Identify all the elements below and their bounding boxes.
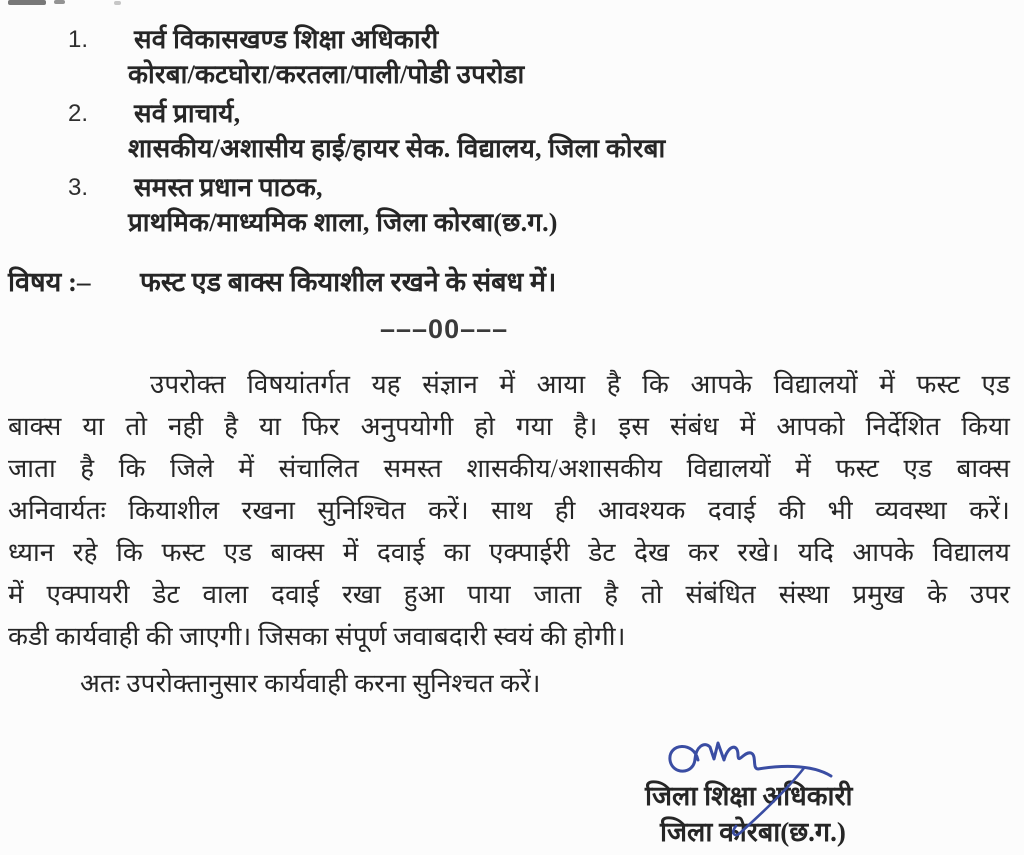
scan-artifact (114, 1, 121, 5)
recipient-detail-line: कोरबा/कटघोरा/करतला/पाली/पोडी उपरोडा (128, 60, 525, 89)
recipient-title-line: सर्व विकासखण्ड शिक्षा अधिकारी (134, 25, 439, 54)
closing-line: अतः उपरोक्तानुसार कार्यवाही करना सुनिश्चत करें। (80, 669, 541, 698)
recipient-number: 1. (68, 26, 89, 53)
recipient-number: 3. (68, 174, 89, 201)
recipient-number: 2. (68, 100, 89, 127)
recipient-item-1 (68, 22, 828, 92)
scan-artifact (54, 0, 65, 4)
body-line: उपरोक्त विषयांतर्गत यह संज्ञान में आया है कि आपके विद्यालयों में फस्ट एड (150, 370, 1010, 399)
body-line: कडी कार्यवाही की जाएगी। जिसका संपूर्ण जवाबदारी स्वयं की होगी। (8, 622, 626, 651)
recipients-list (68, 22, 828, 244)
signatory-location: जिला कोरबा(छ.ग.) (660, 817, 846, 847)
subject-row (8, 262, 1008, 299)
recipient-detail-line: शासकीय/अशासीय हाई/हायर सेक. विद्यालय, जिला कोरबा (128, 134, 666, 163)
separator: –––00––– (380, 314, 509, 344)
recipient-title-line: सर्व प्राचार्य, (134, 99, 241, 128)
recipient-item-2 (68, 96, 828, 166)
scan-artifact (8, 0, 46, 5)
body-line: बाक्स या तो नही है या फिर अनुपयोगी हो गया है। इस संबंध में आपको निर्देशित किया (8, 412, 1010, 441)
recipient-title-line: समस्त प्रधान पाठक, (134, 173, 323, 202)
body-line: में एक्पायरी डेट वाला दवाई रखा हुआ पाया जाता है तो संबंधित संस्था प्रमुख के उपर (8, 580, 1010, 609)
subject-label: विषय :– (8, 267, 91, 297)
body-paragraph (8, 364, 1010, 658)
body-line: ध्यान रहे कि फस्ट एड बाक्स में दवाई का एक्पाईरी डेट देख कर रखे। यदि आपके विद्यालय (8, 538, 1010, 567)
recipient-detail-line: प्राथमिक/माध्यमिक शाला, जिला कोरबा(छ.ग.) (128, 208, 558, 237)
body-line: जाता है कि जिले में संचालित समस्त शासकीय/अशासकीय विद्यालयों में फस्ट एड बाक्स (8, 454, 1010, 483)
recipient-item-3 (68, 170, 828, 240)
subject-text: फस्ट एड बाक्स कियाशील रखने के संबध में। (140, 267, 557, 297)
body-line: अनिवार्यतः कियाशील रखना सुनिश्चित करें। साथ ही आवश्यक दवाई की भी व्यवस्था करें। (8, 496, 1010, 525)
signatory-title: जिला शिक्षा अधिकारी (645, 781, 853, 811)
